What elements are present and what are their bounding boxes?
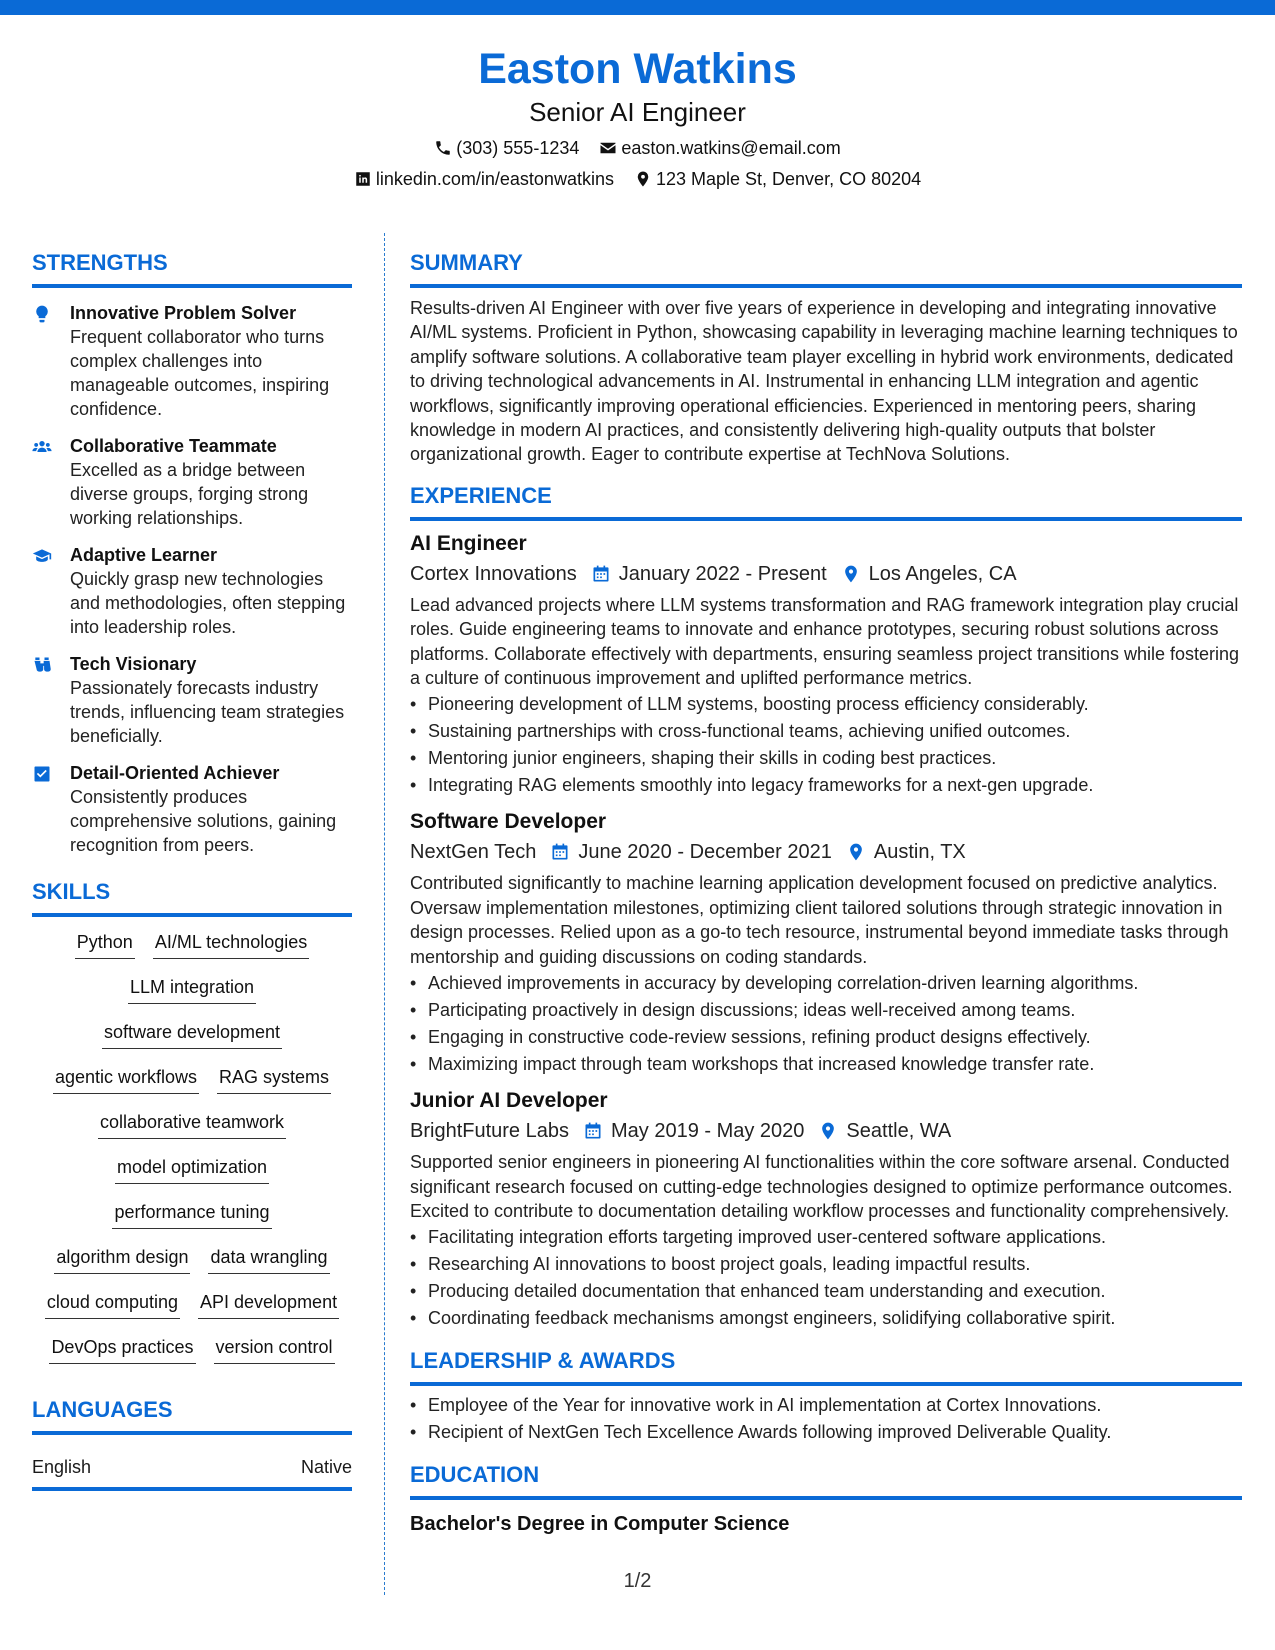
bullet-item: • Producing detailed documentation that enhanced team understanding and execution. [410, 1278, 1242, 1305]
resume-header [0, 42, 1275, 191]
left-column [32, 248, 352, 1491]
section-title-languages: LANGUAGES [32, 1397, 173, 1422]
skill-tag: AI/ML technologies [153, 929, 309, 959]
education-degree: Bachelor's Degree in Computer Science [410, 1513, 790, 1536]
job-company: Cortex Innovations [410, 562, 577, 585]
section-title-experience: EXPERIENCE [410, 482, 552, 508]
section-rule [410, 517, 1242, 521]
skills-section [32, 877, 352, 1379]
strength-heading: Collaborative Teammate [70, 436, 277, 456]
section-title-summary: SUMMARY [410, 250, 523, 275]
strength-item [32, 543, 352, 639]
bullet-item: • Engaging in constructive code-review sessions, refining product designs effectively. [410, 1024, 1242, 1051]
skill-tag: agentic workflows [53, 1064, 199, 1094]
lightbulb-icon [32, 304, 52, 324]
skill-tag: Python [75, 929, 135, 959]
job-description: Lead advanced projects where LLM systems transformation and RAG framework integration play crucial roles. Guide engineering teams to innovate and enhance prototypes, securing robust solutions across platforms. Collaborate effectively with departments, ensuring seamless project transitions while fostering a culture of continuous improvement and uplifted performance metrics. [410, 594, 1240, 689]
bullet-item: • Maximizing impact through team workshops that increased knowledge transfer rate. [410, 1051, 1242, 1078]
skills-list [32, 929, 352, 1379]
linkedin-text: linkedin.com/in/eastonwatkins [375, 169, 614, 189]
bullet-item: • Participating proactively in design discussions; ideas well-received among teams. [410, 997, 1242, 1024]
job-dates: January 2022 - Present [618, 562, 827, 585]
leadership-section [410, 1346, 1242, 1446]
skill-tag: performance tuning [112, 1199, 271, 1229]
strength-desc: Passionately forecasts industry trends, influencing team strategies beneficially. [70, 678, 345, 746]
section-rule [410, 1382, 1242, 1386]
contact-row-2 [0, 167, 1275, 191]
phone-icon [434, 139, 452, 157]
job-location: Austin, TX [873, 841, 966, 864]
column-divider [384, 233, 385, 1595]
section-title-leadership: LEADERSHIP & AWARDS [410, 1348, 676, 1374]
strength-heading: Detail-Oriented Achiever [70, 763, 280, 783]
job-location: Seattle, WA [846, 1120, 952, 1143]
strength-item [32, 761, 352, 857]
bullet-item: • Facilitating integration efforts targeting improved user-centered software applications. [410, 1224, 1242, 1251]
bullet-item: • Integrating RAG elements smoothly into legacy frameworks for a next-gen upgrade. [410, 772, 1242, 799]
bullet-item: • Employee of the Year for innovative work in AI implementation at Cortex Innovations. [410, 1392, 1242, 1419]
strength-heading: Adaptive Learner [70, 545, 218, 565]
users-icon [32, 437, 52, 457]
job-entry [410, 1087, 1242, 1332]
contact-linkedin[interactable] [354, 167, 614, 191]
skill-tag: collaborative teamwork [98, 1109, 286, 1139]
languages-section [32, 1395, 352, 1491]
candidate-name: Easton Watkins [478, 45, 797, 93]
map-pin-icon [841, 564, 861, 584]
job-company: NextGen Tech [410, 841, 537, 864]
contact-phone[interactable] [434, 136, 579, 160]
strength-item [32, 434, 352, 530]
right-column [410, 248, 1242, 1538]
contact-address [634, 167, 921, 191]
top-accent-bar [0, 0, 1275, 15]
calendar-icon [591, 564, 611, 584]
strength-desc: Consistently produces comprehensive solutions, gaining recognition from peers. [70, 787, 337, 855]
job-meta [410, 838, 1242, 866]
map-pin-icon [634, 170, 652, 188]
section-title-strengths: STRENGTHS [32, 250, 168, 275]
bullet-item: • Coordinating feedback mechanisms amongst engineers, solidifying collaborative spirit. [410, 1305, 1242, 1332]
section-title-education: EDUCATION [410, 1462, 540, 1488]
job-description: Contributed significantly to machine learning application development focused on predictive analytics. Oversaw implementation milestones, optimizing client tailored solutions through strategic innovation in design processes. Relied upon as a go-to tech resource, instrumental beyond immediate tasks through mentorship and guiding discussions on coding standards. [410, 873, 1229, 967]
language-name: English [32, 1457, 92, 1477]
language-row [32, 1455, 352, 1479]
job-meta [410, 1117, 1242, 1145]
language-level-bar [32, 1487, 352, 1491]
summary-text: Results-driven AI Engineer with over five years of experience in developing and integrating innovative AI/ML systems. Proficient in Python, showcasing capability in leveraging machine learning techniques to amplify software solutions. A collaborative team player excelling in hybrid work environments, dedicated to driving technological advancements in AI. Instrumental in enhancing LLM integration and agentic workflows, significantly improving operational efficiencies. Experienced in mentoring peers, sharing knowledge in modern AI practices, and consistently delivering high-quality outputs that bolster organizational growth. Eager to contribute expertise at TechNova Solutions. [410, 298, 1238, 465]
binoculars-icon [32, 655, 52, 675]
leadership-bullets [410, 1392, 1242, 1446]
skill-tag: version control [214, 1334, 335, 1364]
job-entry [410, 808, 1242, 1078]
bullet-item: • Sustaining partnerships with cross-functional teams, achieving unified outcomes. [410, 718, 1242, 745]
job-meta [410, 560, 1242, 588]
job-dates: June 2020 - December 2021 [578, 841, 832, 864]
section-rule [32, 913, 352, 917]
job-company: BrightFuture Labs [410, 1120, 569, 1143]
skill-tag: RAG systems [217, 1064, 331, 1094]
skill-tag: algorithm design [54, 1244, 190, 1274]
skill-tag: model optimization [115, 1154, 269, 1184]
calendar-icon [550, 842, 570, 862]
skill-tag: API development [198, 1289, 339, 1319]
section-rule [410, 284, 1242, 288]
bullet-item: • Mentoring junior engineers, shaping their skills in coding best practices. [410, 745, 1242, 772]
experience-section [410, 481, 1242, 1332]
envelope-icon [599, 139, 617, 157]
strength-item [32, 301, 352, 421]
skill-tag: cloud computing [45, 1289, 180, 1319]
strength-desc: Excelled as a bridge between diverse groups, forging strong working relationships. [70, 460, 309, 528]
strengths-section [32, 248, 352, 857]
job-description: Supported senior engineers in pioneering AI functionalities within the core software arsenal. Conducted significant research focused on cutting-edge technologies designed to optimize performance outcomes. Excited to contribute to documentation detailing workflow processes and functionality comprehensively. [410, 1152, 1233, 1221]
job-role: AI Engineer [410, 531, 527, 555]
job-role: Junior AI Developer [410, 1089, 608, 1113]
strength-item [32, 652, 352, 748]
skill-tag: LLM integration [128, 974, 256, 1004]
section-rule [32, 284, 352, 288]
language-level: Native [300, 1457, 352, 1477]
page-indicator: 1/2 [623, 1570, 652, 1592]
bullet-item: • Achieved improvements in accuracy by developing correlation-driven learning algorithms. [410, 970, 1242, 997]
skill-tag: data wrangling [208, 1244, 329, 1274]
linkedin-icon [354, 170, 372, 188]
job-bullets [410, 1224, 1242, 1332]
contact-row-1 [0, 136, 1275, 160]
education-section [410, 1460, 1242, 1538]
job-entry [410, 530, 1242, 800]
phone-text: (303) 555-1234 [456, 138, 580, 158]
checkbox-icon [32, 764, 52, 784]
skill-tag: software development [102, 1019, 282, 1049]
contact-email[interactable] [599, 136, 840, 160]
bullet-item: • Pioneering development of LLM systems, boosting process efficiency considerably. [410, 691, 1242, 718]
summary-section [410, 248, 1242, 467]
job-bullets [410, 691, 1242, 799]
email-text: easton.watkins@email.com [621, 138, 841, 158]
section-rule [32, 1431, 352, 1435]
strength-desc: Quickly grasp new technologies and methodologies, often stepping into leadership roles. [70, 569, 346, 637]
map-pin-icon [846, 842, 866, 862]
address-text: 123 Maple St, Denver, CO 80204 [655, 169, 922, 189]
map-pin-icon [818, 1121, 838, 1141]
strength-desc: Frequent collaborator who turns complex challenges into manageable outcomes, inspiring confidence. [70, 327, 330, 419]
candidate-title: Senior AI Engineer [529, 97, 746, 127]
skill-tag: DevOps practices [49, 1334, 195, 1364]
section-title-skills: SKILLS [32, 879, 111, 904]
bullet-item: • Researching AI innovations to boost project goals, leading impactful results. [410, 1251, 1242, 1278]
strength-heading: Innovative Problem Solver [70, 303, 297, 323]
bullet-item: • Recipient of NextGen Tech Excellence Awards following improved Deliverable Quality. [410, 1419, 1242, 1446]
section-rule [410, 1496, 1242, 1500]
job-bullets [410, 970, 1242, 1078]
calendar-icon [583, 1121, 603, 1141]
job-role: Software Developer [410, 810, 607, 834]
job-dates: May 2019 - May 2020 [610, 1120, 805, 1143]
job-location: Los Angeles, CA [868, 562, 1017, 585]
graduation-cap-icon [32, 546, 52, 566]
strength-heading: Tech Visionary [70, 654, 197, 674]
